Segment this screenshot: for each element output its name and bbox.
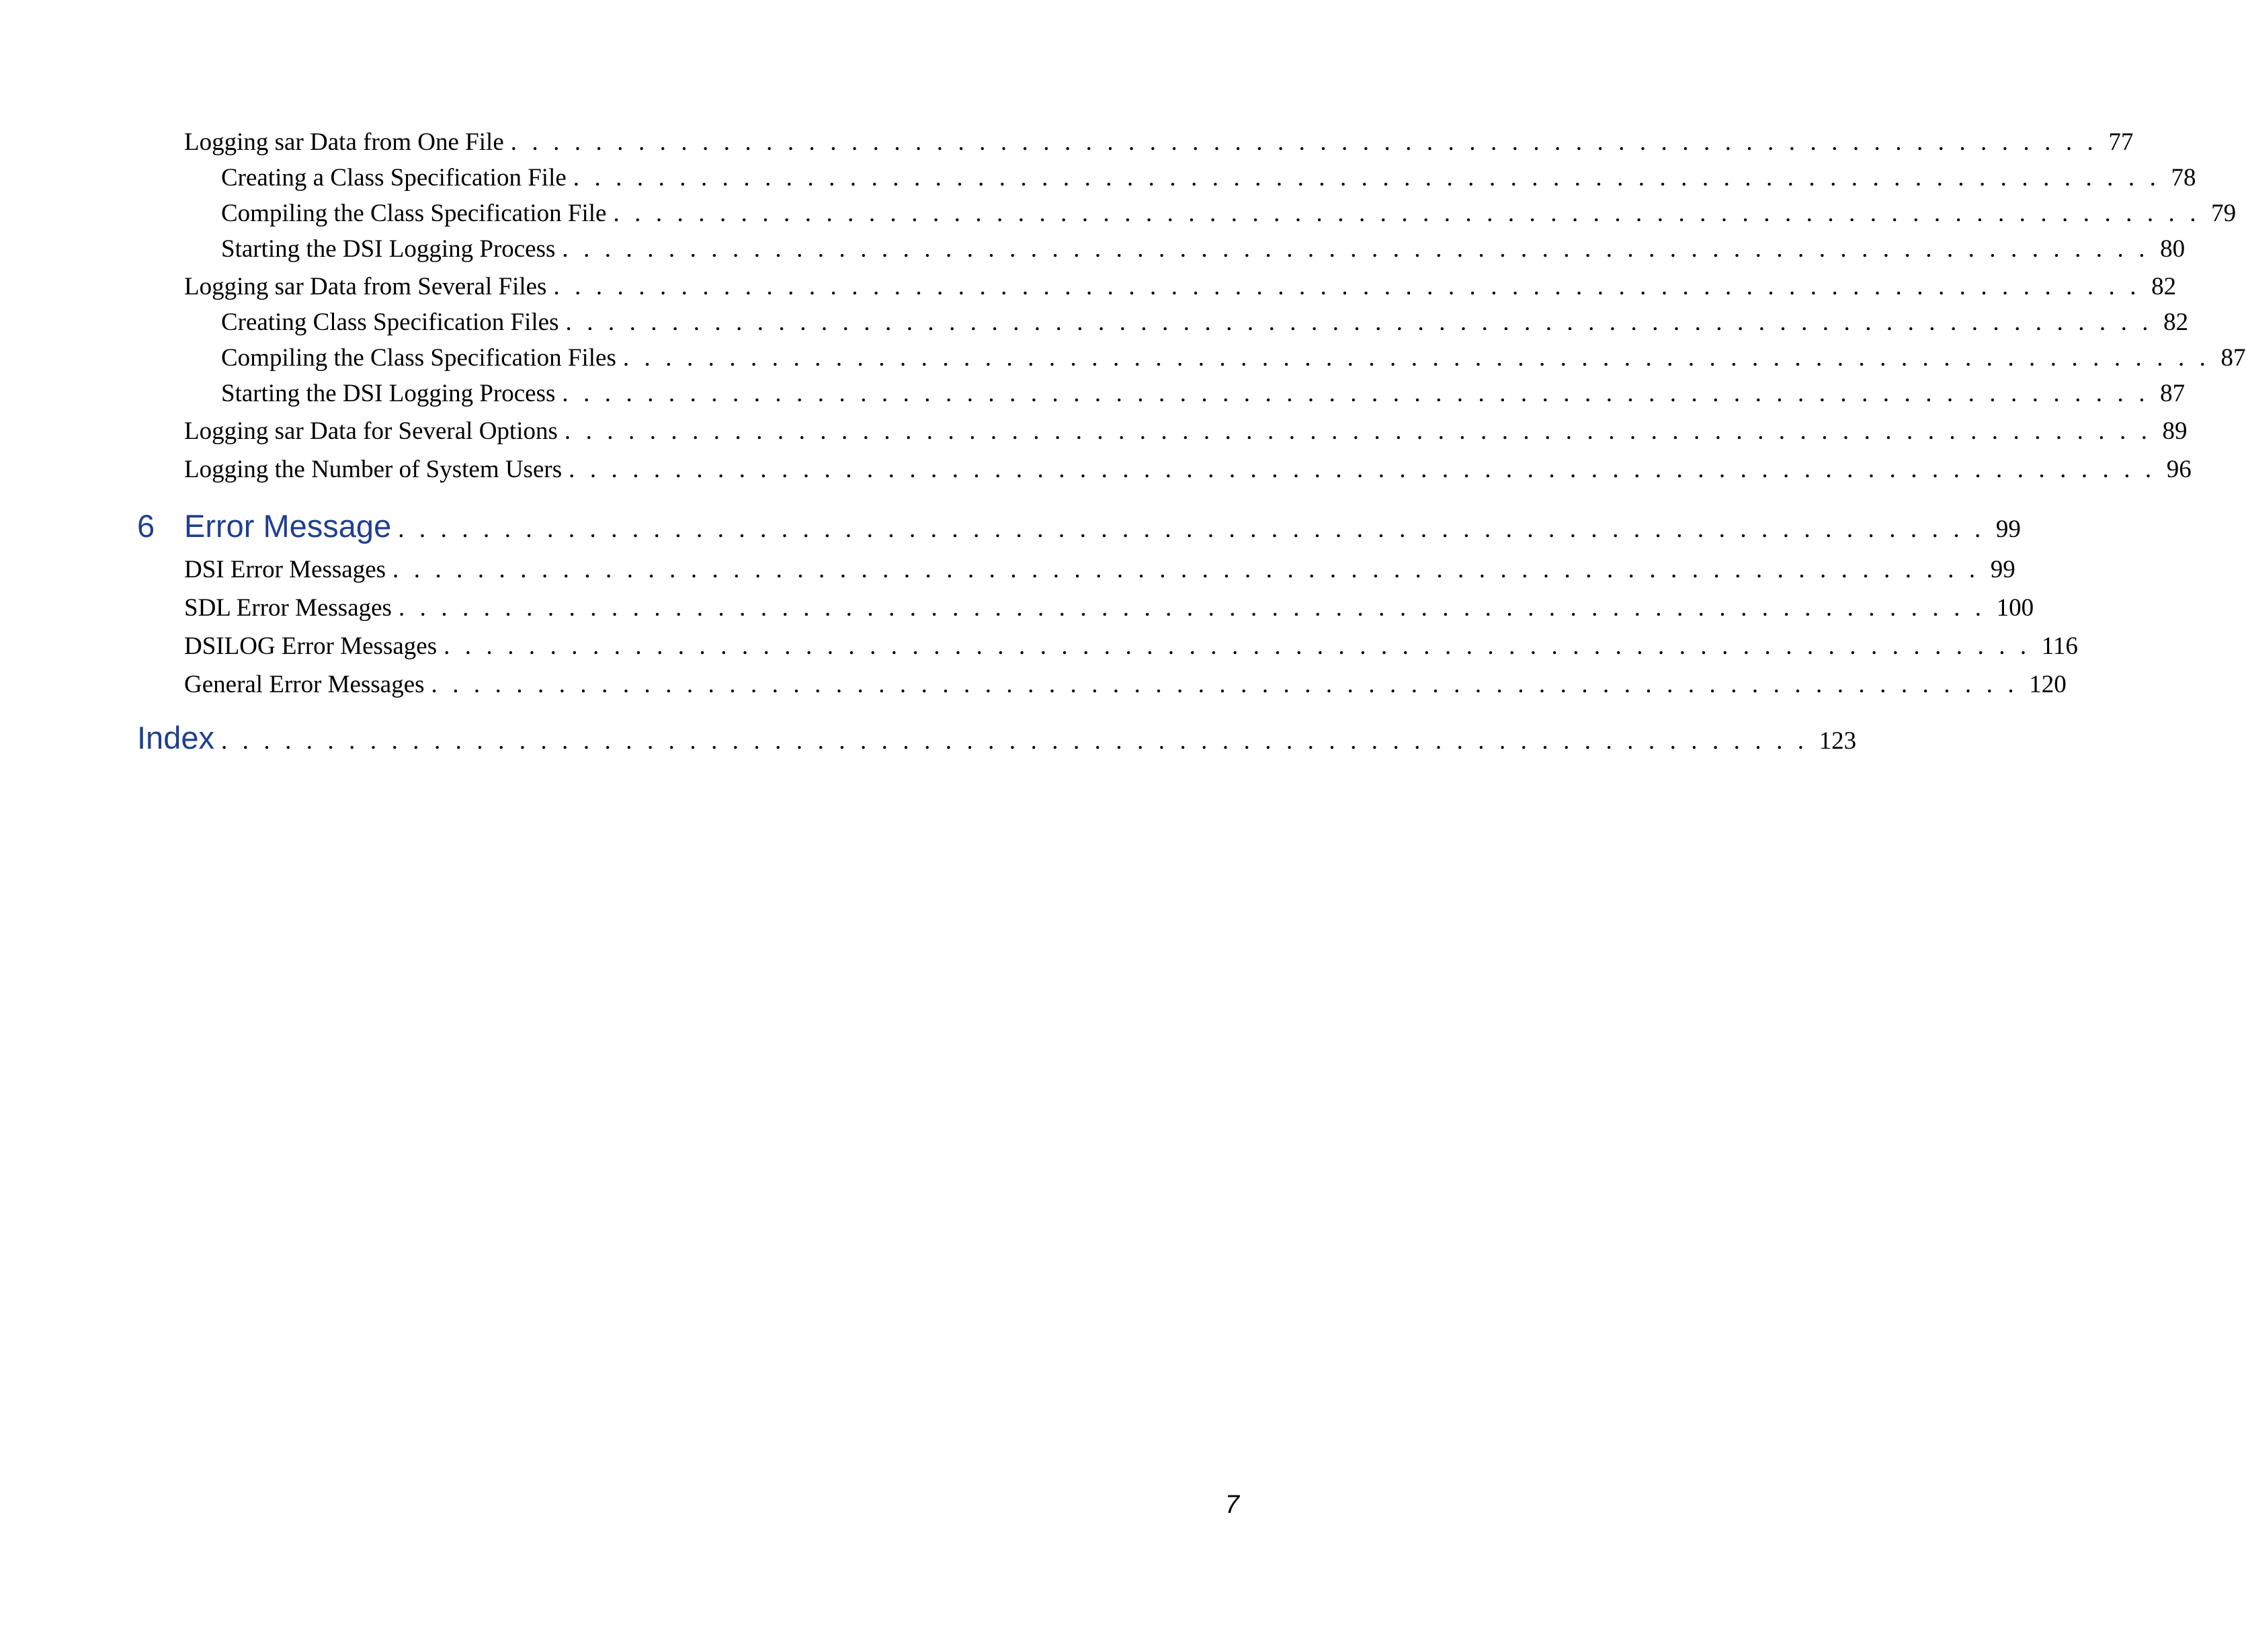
toc-entry[interactable] — [0, 555, 2015, 584]
toc-entry[interactable] — [0, 163, 2196, 192]
dot-leader: . . . . . . . . . . . . . . . . . . . . . . . . . . . . . . . . . . . . . . . . . . . . . . . . . . . . . . . . . . . . . . . . . . . . . . . . . . . — [613, 200, 2201, 227]
dot-leader: . . . . . . . . . . . . . . . . . . . . . . . . . . . . . . . . . . . . . . . . . . . . . . . . . . . . . . . . . . . . . . . . . . . . . . . . . . . — [573, 164, 2161, 192]
toc-entry[interactable] — [0, 128, 2134, 157]
dot-leader: . . . . . . . . . . . . . . . . . . . . . . . . . . . . . . . . . . . . . . . . . . . . . . . . . . . . . . . . . . . . . . . . . . . . . . . . . . . — [565, 308, 2153, 336]
dot-leader: . . . . . . . . . . . . . . . . . . . . . . . . . . . . . . . . . . . . . . . . . . . . . . . . . . . . . . . . . . . . . . . . . . . . . . . . . . . — [220, 727, 1808, 755]
toc-entry[interactable] — [0, 455, 2192, 484]
toc-entry-page: 99 — [1990, 556, 2015, 583]
toc-entry-title: Compiling the Class Specification Files — [221, 344, 616, 372]
toc-entry-page: 87 — [2160, 380, 2186, 407]
toc-entry-page: 100 — [1996, 594, 2034, 622]
toc-entry[interactable] — [0, 593, 2034, 622]
toc-entry[interactable] — [0, 272, 2177, 301]
dot-leader: . . . . . . . . . . . . . . . . . . . . . . . . . . . . . . . . . . . . . . . . . . . . . . . . . . . . . . . . . . . . . . . . . . . . . . . . . . . — [392, 556, 1980, 583]
toc-entry[interactable] — [0, 308, 2189, 337]
toc-entry-page: 120 — [2029, 671, 2067, 698]
toc-entry-title: Logging sar Data from Several Files — [184, 273, 547, 300]
toc-entry[interactable] — [0, 632, 2078, 661]
toc-entry-title: DSI Error Messages — [184, 556, 386, 583]
toc-entry[interactable] — [0, 379, 2186, 408]
toc-entry-page: 116 — [2041, 632, 2078, 660]
toc-entry[interactable] — [0, 343, 2246, 372]
dot-leader: . . . . . . . . . . . . . . . . . . . . . . . . . . . . . . . . . . . . . . . . . . . . . . . . . . . . . . . . . . . . . . . . . . . . . . . . . . . — [398, 594, 1986, 622]
dot-leader: . . . . . . . . . . . . . . . . . . . . . . . . . . . . . . . . . . . . . . . . . . . . . . . . . . . . . . . . . . . . . . . . . . . . . . . . . . . — [622, 344, 2210, 372]
dot-leader: . . . . . . . . . . . . . . . . . . . . . . . . . . . . . . . . . . . . . . . . . . . . . . . . . . . . . . . . . . . . . . . . . . . . . . . . . . . — [398, 515, 1985, 543]
toc-entry[interactable] — [0, 199, 2237, 228]
toc-entry[interactable] — [0, 670, 2067, 699]
dot-leader: . . . . . . . . . . . . . . . . . . . . . . . . . . . . . . . . . . . . . . . . . . . . . . . . . . . . . . . . . . . . . . . . . . . . . . . . . . . — [553, 273, 2141, 300]
toc-entry-page: 78 — [2171, 164, 2196, 192]
toc-entry[interactable] — [0, 235, 2186, 263]
toc-entry-title: Creating a Class Specification File — [221, 164, 567, 192]
toc-entry-title: Compiling the Class Specification File — [221, 200, 607, 227]
toc-entry-page: 82 — [2163, 308, 2189, 336]
toc-entry-page: 123 — [1819, 727, 1857, 755]
toc-entry-page: 79 — [2211, 200, 2237, 227]
toc-entry-page: 99 — [1995, 515, 2021, 543]
toc-entry-title: Starting the DSI Logging Process — [221, 235, 556, 263]
dot-leader: . . . . . . . . . . . . . . . . . . . . . . . . . . . . . . . . . . . . . . . . . . . . . . . . . . . . . . . . . . . . . . . . . . . . . . . . . . . — [431, 671, 2019, 698]
chapter-number: 6 — [137, 508, 155, 544]
dot-leader: . . . . . . . . . . . . . . . . . . . . . . . . . . . . . . . . . . . . . . . . . . . . . . . . . . . . . . . . . . . . . . . . . . . . . . . . . . . — [569, 456, 2156, 483]
dot-leader: . . . . . . . . . . . . . . . . . . . . . . . . . . . . . . . . . . . . . . . . . . . . . . . . . . . . . . . . . . . . . . . . . . . . . . . . . . . — [562, 380, 2150, 407]
toc-chapter-entry[interactable] — [0, 719, 1857, 756]
toc-chapter-entry[interactable] — [0, 507, 2021, 544]
dot-leader: . . . . . . . . . . . . . . . . . . . . . . . . . . . . . . . . . . . . . . . . . . . . . . . . . . . . . . . . . . . . . . . . . . . . . . . . . . . — [562, 235, 2150, 263]
toc-entry-title: Starting the DSI Logging Process — [221, 380, 556, 407]
dot-leader: . . . . . . . . . . . . . . . . . . . . . . . . . . . . . . . . . . . . . . . . . . . . . . . . . . . . . . . . . . . . . . . . . . . . . . . . . . . — [564, 417, 2152, 445]
toc-entry[interactable] — [0, 417, 2188, 446]
toc-entry-page: 89 — [2162, 417, 2188, 445]
toc-entry-title: SDL Error Messages — [184, 594, 392, 622]
dot-leader: . . . . . . . . . . . . . . . . . . . . . . . . . . . . . . . . . . . . . . . . . . . . . . . . . . . . . . . . . . . . . . . . . . . . . . . . . . . — [510, 128, 2098, 156]
toc-entry-page: 77 — [2108, 128, 2134, 156]
toc-entry-title: DSILOG Error Messages — [184, 632, 438, 660]
toc-entry-page: 87 — [2220, 344, 2246, 372]
toc-entry-page: 96 — [2166, 456, 2192, 483]
chapter-title: Error Message — [184, 508, 392, 544]
toc-entry-title: Logging sar Data for Several Options — [184, 417, 558, 445]
toc-entry-title: General Error Messages — [184, 671, 425, 698]
toc-entry-page: 80 — [2160, 235, 2186, 263]
toc-entry-title: Logging sar Data from One File — [184, 128, 504, 156]
toc-entry-title: Logging the Number of System Users — [184, 456, 563, 483]
toc-entry-title: Creating Class Specification Files — [221, 308, 559, 336]
page-number: 7 — [1224, 1491, 1239, 1519]
toc-entry-page: 82 — [2151, 273, 2177, 300]
chapter-title: Index — [137, 720, 214, 755]
dot-leader: . . . . . . . . . . . . . . . . . . . . . . . . . . . . . . . . . . . . . . . . . . . . . . . . . . . . . . . . . . . . . . . . . . . . . . . . . . . — [444, 632, 2031, 660]
